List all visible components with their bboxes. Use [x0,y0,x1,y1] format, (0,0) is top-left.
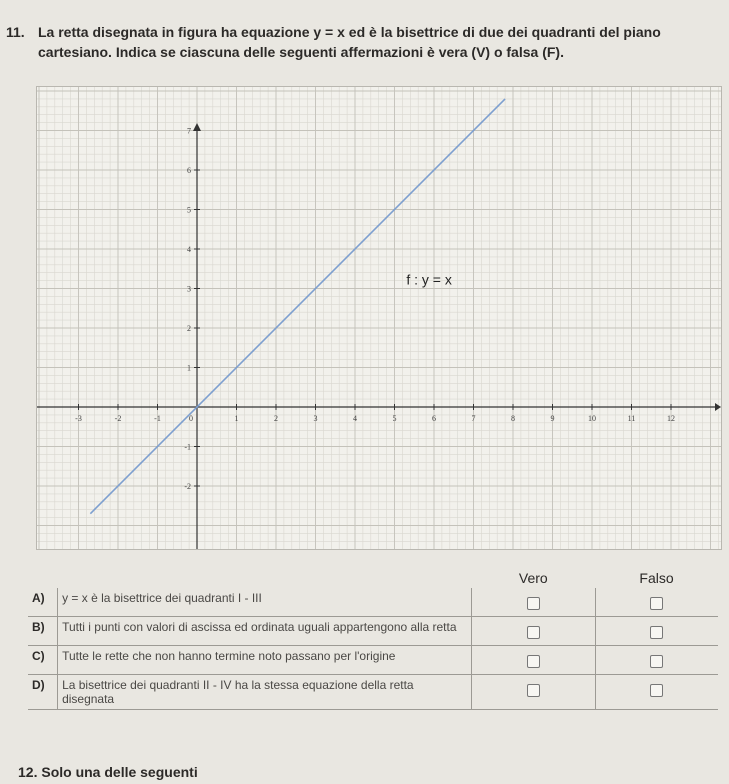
true-false-table [28,564,718,710]
x-tick-label: 5 [392,414,397,423]
row-statement: La bisettrice dei quadranti II - IV ha la stessa equazione della retta disegnata [58,675,472,710]
graph-canvas [37,87,721,549]
falso-checkbox[interactable] [650,626,663,639]
table-row [28,588,718,617]
x-tick-label: 10 [588,414,596,423]
header-falso: Falso [639,570,674,586]
row-letter: B) [28,617,58,646]
row-letter: A) [28,588,58,617]
x-tick-label: 8 [511,414,515,423]
x-tick-label: 0 [189,414,193,423]
falso-checkbox[interactable] [650,597,663,610]
table-row [28,646,718,675]
vero-checkbox[interactable] [527,684,540,697]
x-tick-label: -2 [114,414,122,423]
vero-checkbox[interactable] [527,626,540,639]
table-row [28,675,718,710]
y-tick-label: 6 [187,166,191,175]
y-tick-label: 3 [187,284,191,294]
question-body: La retta disegnata in figura ha equazione y = x ed è la bisettrice di due dei quadranti del piano cartesiano. Indica se ciascuna delle seguenti affermazioni è vera (V) o falsa (F). [38,24,661,60]
x-tick-label: -3 [75,414,82,423]
row-letter: D) [28,675,58,710]
x-tick-label: 7 [471,414,476,423]
y-tick-label: -1 [184,442,191,452]
function-line [90,99,505,514]
row-letter: C) [28,646,58,675]
next-question-text: 12. Solo una delle seguenti [18,764,198,780]
cartesian-graph [36,86,722,550]
falso-checkbox[interactable] [650,684,663,697]
x-tick-label: 11 [627,414,636,423]
question-text [6,22,728,62]
y-tick-label: 4 [187,245,191,254]
x-tick-label: 6 [432,414,436,423]
y-tick-label: -2 [184,482,191,491]
y-tick-label: 5 [187,205,191,215]
table-row [28,617,718,646]
x-tick-label: -1 [154,414,161,423]
function-label: f : y = x [406,271,452,288]
row-statement: y = x è la bisettrice dei quadranti I - III [58,588,472,617]
y-axis-arrow [193,123,201,131]
x-tick-label: 2 [274,414,278,423]
x-tick-label: 1 [234,414,239,423]
falso-checkbox[interactable] [650,655,663,668]
row-statement: Tutti i punti con valori di ascissa ed ordinata uguali appartengono alla retta [58,617,472,646]
y-tick-label: 1 [187,363,191,373]
vero-checkbox[interactable] [527,597,540,610]
header-vero: Vero [518,570,548,586]
x-tick-label: 9 [550,414,555,423]
row-statement: Tutte le rette che non hanno termine noto passano per l'origine [58,646,472,675]
x-tick-label: 3 [313,414,318,423]
x-axis-arrow [715,403,721,411]
x-tick-label: 12 [667,414,675,423]
question-number: 11. [6,24,25,40]
y-tick-label: 7 [187,126,191,136]
y-tick-label: 2 [187,324,191,333]
x-tick-label: 4 [353,414,357,423]
vero-checkbox[interactable] [527,655,540,668]
